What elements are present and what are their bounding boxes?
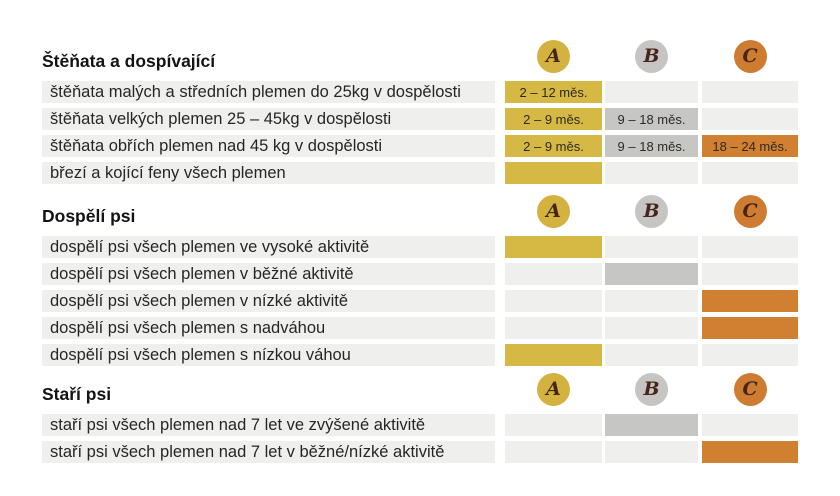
cell-c <box>702 441 798 463</box>
cell-b: 9 – 18 měs. <box>605 135 698 157</box>
section-title: Dospělí psi <box>42 206 136 226</box>
table-row <box>42 236 798 258</box>
table-row <box>42 263 798 285</box>
row-label: dospělí psi všech plemen v běžné aktivitě <box>42 263 495 285</box>
cell-b: 9 – 18 měs. <box>605 108 698 130</box>
cell-a <box>505 290 602 312</box>
table-row <box>42 108 798 130</box>
cell-c <box>702 414 798 436</box>
section-title: Staří psi <box>42 384 112 404</box>
row-label: štěňata velkých plemen 25 – 45kg v dospělosti <box>42 108 495 130</box>
column-header-a <box>505 195 602 228</box>
cell-b <box>605 344 698 366</box>
section-header <box>42 195 798 228</box>
cell-c <box>702 108 798 130</box>
column-b-badge-icon: B <box>635 195 668 228</box>
cell-b <box>605 441 698 463</box>
cell-a: 2 – 9 měs. <box>505 108 602 130</box>
cell-a <box>505 344 602 366</box>
cell-a <box>505 441 602 463</box>
cell-a: 2 – 9 měs. <box>505 135 602 157</box>
spacer <box>495 162 505 184</box>
cell-c <box>702 317 798 339</box>
cell-b <box>605 290 698 312</box>
cell-b <box>605 81 698 103</box>
column-c-badge-icon: C <box>734 373 767 406</box>
table-row <box>42 135 798 157</box>
table-row <box>42 290 798 312</box>
row-label: březí a kojící feny všech plemen <box>42 162 495 184</box>
section-senior-dogs <box>42 373 798 463</box>
spacer <box>495 290 505 312</box>
column-header-b <box>605 40 698 73</box>
cell-a <box>505 317 602 339</box>
spacer <box>495 317 505 339</box>
column-b-badge-icon: B <box>635 40 668 73</box>
cell-c <box>702 162 798 184</box>
column-header-c <box>702 195 798 228</box>
row-label: dospělí psi všech plemen v nízké aktivitě <box>42 290 495 312</box>
table-row <box>42 344 798 366</box>
column-header-b <box>605 373 698 406</box>
row-label: štěňata malých a středních plemen do 25kg v dospělosti <box>42 81 495 103</box>
table-row <box>42 81 798 103</box>
section-header <box>42 40 798 73</box>
column-b-badge-icon: B <box>635 373 668 406</box>
cell-b <box>605 236 698 258</box>
cell-c <box>702 81 798 103</box>
spacer <box>495 263 505 285</box>
spacer <box>495 135 505 157</box>
row-label: staří psi všech plemen nad 7 let ve zvýšené aktivitě <box>42 414 495 436</box>
spacer <box>495 414 505 436</box>
column-a-badge-icon: A <box>537 40 570 73</box>
cell-c <box>702 236 798 258</box>
spacer <box>495 81 505 103</box>
row-label: dospělí psi všech plemen s nadváhou <box>42 317 495 339</box>
column-header-c <box>702 373 798 406</box>
column-header-b <box>605 195 698 228</box>
cell-a <box>505 263 602 285</box>
row-label: štěňata obřích plemen nad 45 kg v dospělosti <box>42 135 495 157</box>
column-header-a <box>505 40 602 73</box>
row-label: dospělí psi všech plemen ve vysoké aktivitě <box>42 236 495 258</box>
row-label: dospělí psi všech plemen s nízkou váhou <box>42 344 495 366</box>
cell-a <box>505 236 602 258</box>
column-c-badge-icon: C <box>734 40 767 73</box>
cell-c <box>702 263 798 285</box>
cell-b <box>605 263 698 285</box>
cell-c: 18 – 24 měs. <box>702 135 798 157</box>
column-header-c <box>702 40 798 73</box>
section-title: Štěňata a dospívající <box>42 51 216 71</box>
spacer <box>495 344 505 366</box>
table-row <box>42 317 798 339</box>
cell-c <box>702 344 798 366</box>
column-a-badge-icon: A <box>537 373 570 406</box>
column-a-badge-icon: A <box>537 195 570 228</box>
spacer <box>495 441 505 463</box>
column-header-a <box>505 373 602 406</box>
table-row <box>42 414 798 436</box>
cell-a <box>505 414 602 436</box>
cell-a: 2 – 12 měs. <box>505 81 602 103</box>
cell-b <box>605 317 698 339</box>
table-row <box>42 162 798 184</box>
cell-b <box>605 162 698 184</box>
cell-c <box>702 290 798 312</box>
cell-a <box>505 162 602 184</box>
section-header <box>42 373 798 406</box>
table-row <box>42 441 798 463</box>
spacer <box>495 108 505 130</box>
spacer <box>495 236 505 258</box>
section-adult-dogs <box>42 195 798 366</box>
row-label: staří psi všech plemen nad 7 let v běžné/nízké aktivitě <box>42 441 495 463</box>
section-puppies <box>42 40 798 184</box>
column-c-badge-icon: C <box>734 195 767 228</box>
cell-b <box>605 414 698 436</box>
